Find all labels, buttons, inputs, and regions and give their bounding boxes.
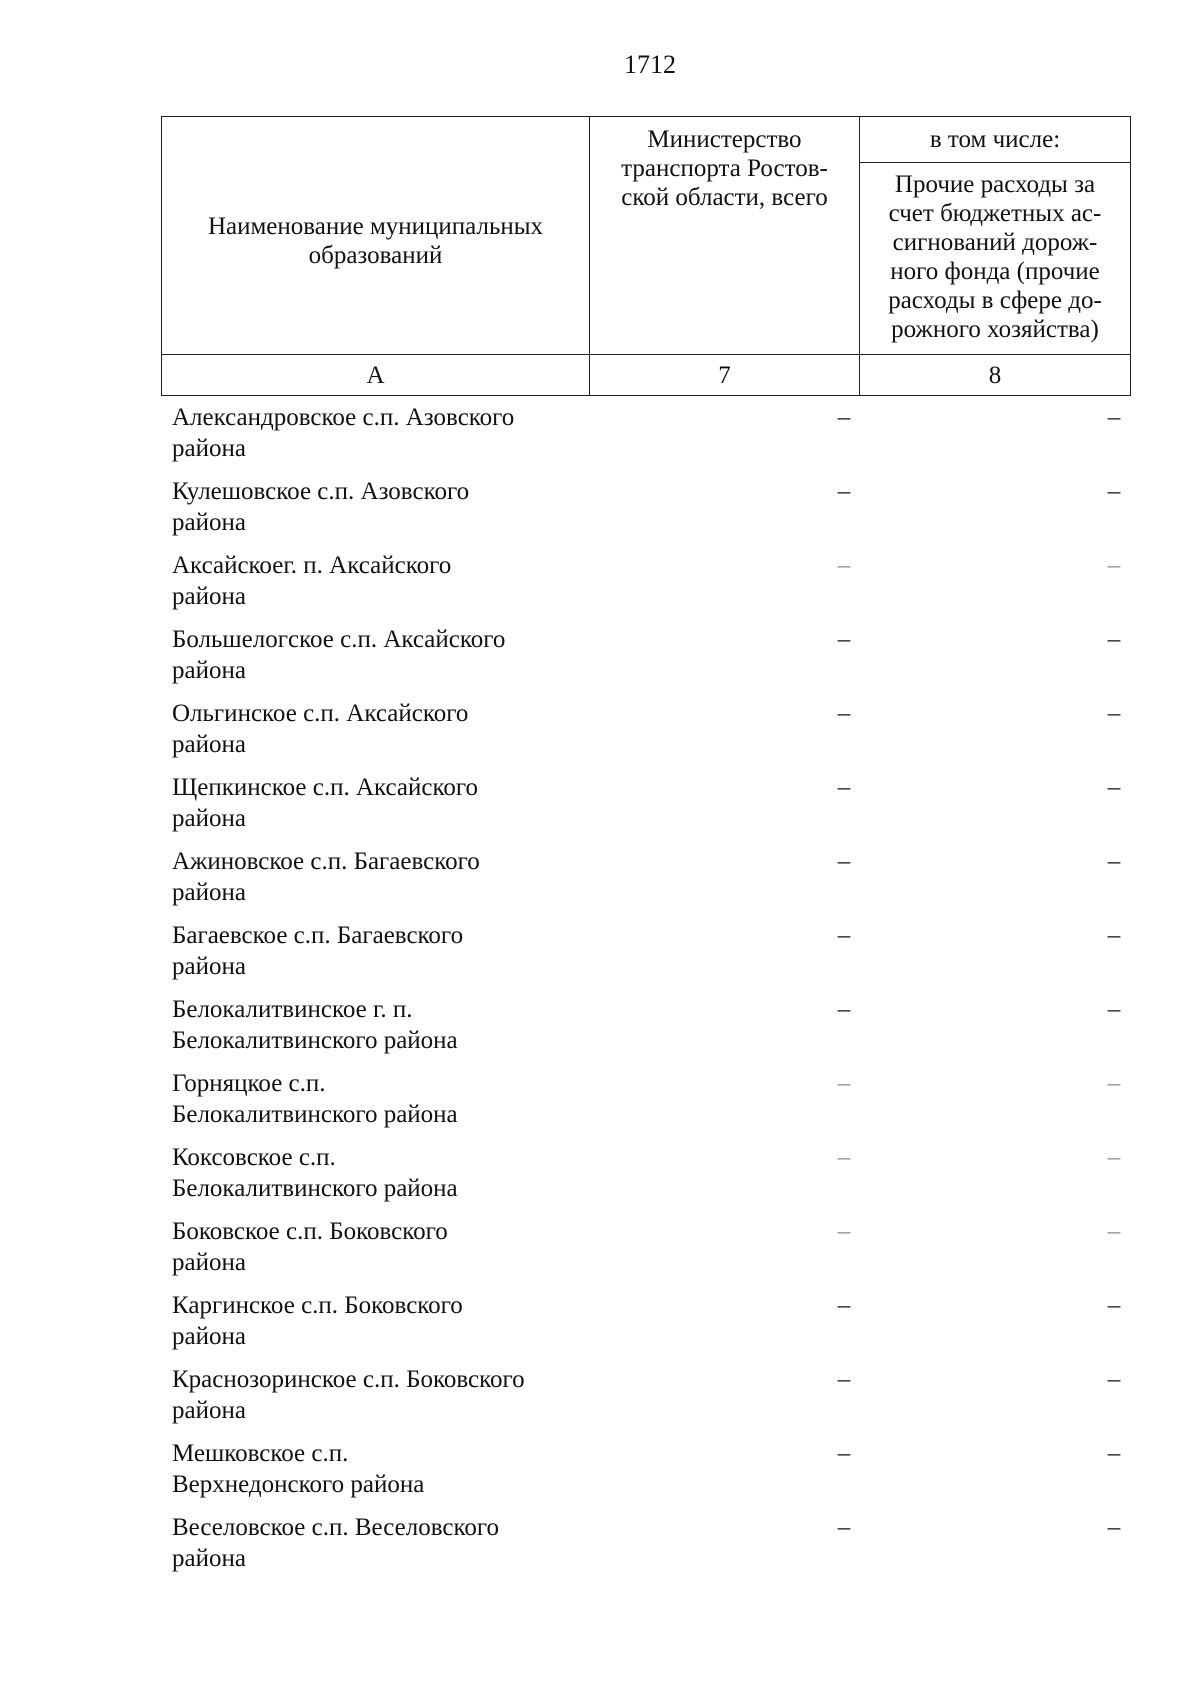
value-col-7: – (837, 552, 851, 579)
value-col-8: – (1107, 922, 1121, 949)
table-row (161, 1364, 1131, 1438)
municipality-name: Ольгинское с.п. Аксайского района (172, 700, 469, 758)
value-col-7: – (837, 848, 851, 875)
table-row (161, 1142, 1131, 1216)
header-cell-including (860, 117, 1131, 163)
municipality-name: Коксовское с.п. Белокалитвинского района (172, 1144, 458, 1202)
value-col-8: – (1107, 626, 1121, 653)
value-col-8: – (1107, 1440, 1121, 1467)
header-cell-name (162, 117, 590, 355)
header-cell-total (590, 117, 860, 355)
municipality-name: Горняцкое с.п. Белокалитвинского района (172, 1070, 458, 1128)
municipality-name: Аксайскоег. п. Аксайского района (172, 552, 452, 610)
value-col-8: – (1107, 404, 1121, 431)
table-row (161, 1216, 1131, 1290)
table-row (161, 476, 1131, 550)
value-col-7: – (837, 1514, 851, 1541)
value-col-8: – (1107, 1366, 1121, 1393)
municipality-name: Щепкинское с.п. Аксайского района (172, 774, 479, 832)
table-row (161, 846, 1131, 920)
value-col-7: – (837, 1218, 851, 1245)
table-row (161, 1068, 1131, 1142)
header-name-label: Наименование муниципальных образований (207, 212, 544, 269)
value-col-7: – (837, 1440, 851, 1467)
value-col-7: – (837, 404, 851, 431)
value-col-7: – (837, 1292, 851, 1319)
table-row (161, 1290, 1131, 1364)
value-col-7: – (837, 774, 851, 801)
table-row (161, 402, 1131, 476)
header-cell-other (860, 163, 1131, 355)
value-col-8: – (1107, 1514, 1121, 1541)
value-col-8: – (1107, 1292, 1121, 1319)
table-body (161, 402, 1131, 1586)
header-other-label: Прочие расходы за счет бюджетных ас-сигнований дорож-ного фонда (прочие расходы в сфере до-рожного хозяйства) (888, 171, 1102, 344)
municipality-name: Александровское с.п. Азовского района (172, 404, 515, 462)
value-col-7: – (837, 1070, 851, 1097)
municipality-name: Краснозоринское с.п. Боковского района (172, 1366, 525, 1424)
column-code-8: 8 (860, 355, 1131, 396)
municipality-name: Багаевское с.п. Багаевского района (172, 922, 464, 980)
table-row (161, 772, 1131, 846)
value-col-8: – (1107, 996, 1121, 1023)
municipality-name: Большелогское с.п. Аксайского района (172, 626, 506, 684)
municipality-name: Веселовское с.п. Веселовского района (172, 1514, 500, 1572)
municipality-name: Белокалитвинское г. п. Белокалитвинского района (172, 996, 458, 1054)
table-row (161, 1512, 1131, 1586)
table-row (161, 698, 1131, 772)
header-including-label: в том числе: (929, 126, 1061, 154)
table-row (161, 1438, 1131, 1512)
municipality-name: Мешковское с.п. Верхнедонского района (172, 1440, 425, 1498)
value-col-8: – (1107, 552, 1121, 579)
municipality-name: Боковское с.п. Боковского района (172, 1218, 448, 1276)
municipality-name: Каргинское с.п. Боковского района (172, 1292, 463, 1350)
municipality-name: Кулешовское с.п. Азовского района (172, 478, 470, 536)
page-number: 1712 (624, 50, 676, 79)
value-col-8: – (1107, 848, 1121, 875)
column-code-7: 7 (590, 355, 860, 396)
value-col-8: – (1107, 478, 1121, 505)
value-col-7: – (837, 1144, 851, 1171)
table-row (161, 920, 1131, 994)
table-header (161, 116, 1131, 396)
value-col-7: – (837, 700, 851, 727)
value-col-8: – (1107, 1218, 1121, 1245)
table-row (161, 550, 1131, 624)
table-row (161, 994, 1131, 1068)
value-col-7: – (837, 996, 851, 1023)
header-total-label: Министерство транспорта Ростов-ской области, всего (621, 126, 828, 211)
value-col-8: – (1107, 774, 1121, 801)
table-row (161, 624, 1131, 698)
column-code-a: А (162, 355, 590, 396)
value-col-8: – (1107, 1070, 1121, 1097)
value-col-7: – (837, 626, 851, 653)
value-col-7: – (837, 1366, 851, 1393)
value-col-8: – (1107, 1144, 1121, 1171)
value-col-7: – (837, 478, 851, 505)
value-col-7: – (837, 922, 851, 949)
value-col-8: – (1107, 700, 1121, 727)
municipality-name: Ажиновское с.п. Багаевского района (172, 848, 480, 906)
